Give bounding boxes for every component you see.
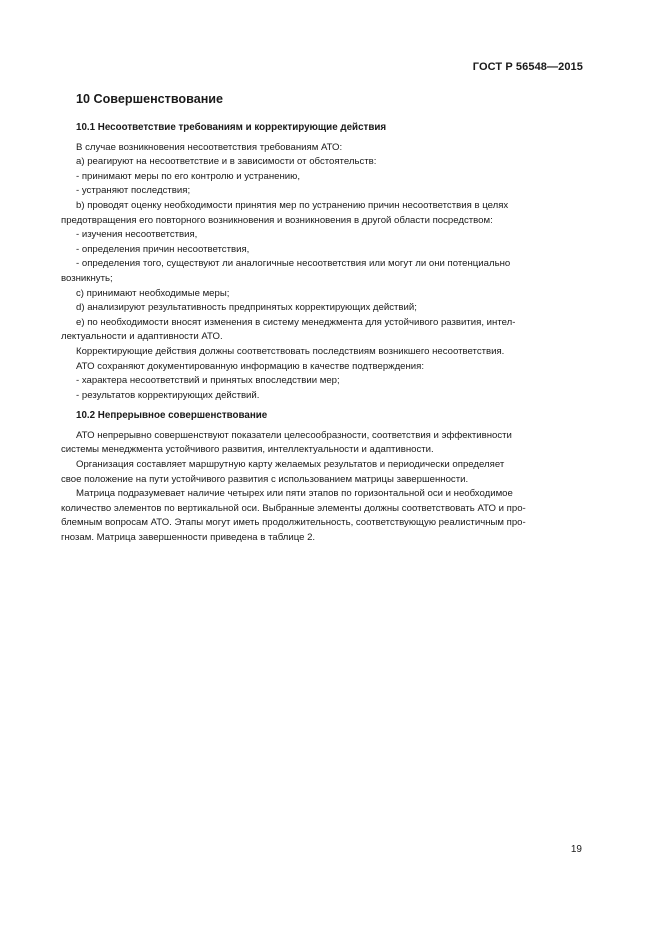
text-line: В случае возникновения несоответствия требованиям АТО: — [76, 141, 343, 153]
list-item: - принимают меры по его контролю и устранению, — [76, 170, 301, 182]
text-line: блемным вопросам АТО. Этапы могут иметь продолжительность, соответствующую реалистичным про- — [61, 517, 526, 529]
text-line: количество элементов по вертикальной оси. Выбранные элементы должны соответствовать АТО и про- — [61, 502, 526, 514]
section-title: 10 Совершенствование — [76, 92, 224, 106]
page-content — [61, 89, 584, 546]
text-line: предотвращения его повторного возникновения и возникновения в другой области посредством: — [61, 214, 493, 226]
text-line: Матрица подразумевает наличие четырех или пяти этапов по горизонтальной оси и необходимое — [76, 488, 513, 500]
list-item: - устраняют последствия; — [76, 185, 191, 197]
subsection-title-10-2: 10.2 Непрерывное совершенствование — [76, 410, 268, 422]
text-line: АТО непрерывно совершенствуют показатели целесообразности, соответствия и эффективности — [76, 429, 512, 441]
text-line: Корректирующие действия должны соответствовать последствиям возникшего несоответствия. — [76, 345, 505, 357]
list-item: - определения того, существуют ли аналогичные несоответствия или могут ли они потенциально — [76, 258, 511, 270]
list-item: - определения причин несоответствия, — [76, 243, 250, 255]
list-item: - результатов корректирующих действий. — [76, 389, 260, 401]
list-item: d) анализируют результативность предпринятых корректирующих действий; — [76, 302, 417, 314]
text-line: лектуальности и адаптивности АТО. — [61, 331, 223, 343]
page-number: 19 — [570, 844, 582, 855]
list-item: е) по необходимости вносят изменения в систему менеджмента для устойчивого развития, интел- — [76, 316, 516, 328]
list-item: - изучения несоответствия, — [76, 229, 198, 241]
text-line: свое положение на пути устойчивого развития с использованием матрицы завершенности. — [61, 473, 469, 485]
list-item: b) проводят оценку необходимости принятия мер по устранению причин несоответствия в целях — [76, 199, 509, 211]
subsection-title-10-1: 10.1 Несоответствие требованиям и корректирующие действия — [76, 122, 387, 133]
text-line: возникнуть; — [61, 272, 113, 284]
document-code: ГОСТ Р 56548—2015 — [472, 61, 583, 73]
list-item: - характера несоответствий и принятых впоследствии мер; — [76, 375, 340, 387]
list-item: c) принимают необходимые меры; — [76, 287, 230, 299]
text-line: АТО сохраняют документированную информацию в качестве подтверждения: — [76, 360, 425, 372]
text-line: гнозам. Матрица завершенности приведена в таблице 2. — [61, 532, 316, 544]
list-item: а) реагируют на несоответствие и в зависимости от обстоятельств: — [76, 156, 377, 168]
text-line: системы менеджмента устойчивого развития, интеллектуальности и адаптивности. — [61, 444, 434, 456]
text-line: Организация составляет маршрутную карту желаемых результатов и периодически определяет — [76, 459, 505, 471]
